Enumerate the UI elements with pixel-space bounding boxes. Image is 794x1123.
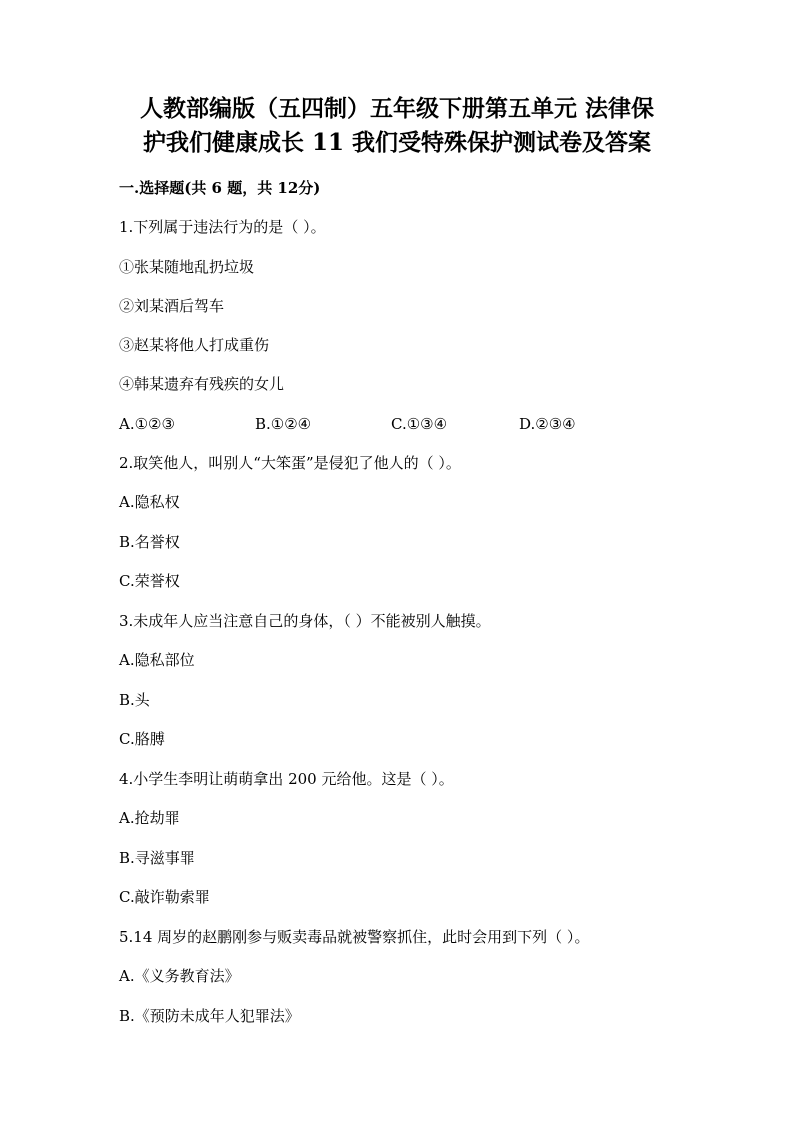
- question-1-item-1: ①张某随地乱扔垃圾: [119, 258, 255, 276]
- question-5-option-b[interactable]: B.《预防未成年人犯罪法》: [119, 1007, 300, 1025]
- question-4-option-b[interactable]: B.寻滋事罪: [119, 849, 195, 867]
- question-4-option-a[interactable]: A.抢劫罪: [119, 809, 180, 827]
- question-1-stem: 1.下列属于违法行为的是（ ）。: [119, 218, 326, 236]
- question-1-item-2: ②刘某酒后驾车: [119, 297, 225, 315]
- section-heading: 一.选择题(共 6 题，共 12分): [119, 179, 321, 197]
- question-1-option-c[interactable]: C.①③④: [391, 415, 448, 433]
- question-4-option-c[interactable]: C.敲诈勒索罪: [119, 888, 210, 906]
- question-4-stem: 4.小学生李明让萌萌拿出 200 元给他。这是（ ）。: [119, 770, 454, 788]
- question-2-option-a[interactable]: A.隐私权: [119, 493, 180, 511]
- question-5-option-a[interactable]: A.《义务教育法》: [119, 967, 240, 985]
- document-title-line-2: 护我们健康成长 11 我们受特殊保护测试卷及答案: [142, 129, 652, 156]
- question-1-option-b[interactable]: B.①②④: [255, 415, 312, 433]
- document-title-line-1: 人教部编版（五四制）五年级下册第五单元 法律保: [139, 95, 654, 122]
- question-1-item-4: ④韩某遗弃有残疾的女儿: [119, 375, 285, 393]
- question-1-option-d[interactable]: D.②③④: [519, 415, 576, 433]
- question-2-option-c[interactable]: C.荣誉权: [119, 572, 180, 590]
- question-3-option-a[interactable]: A.隐私部位: [119, 651, 195, 669]
- question-5-stem: 5.14 周岁的赵鹏刚参与贩卖毒品就被警察抓住，此时会用到下列（ ）。: [119, 928, 590, 946]
- question-2-option-b[interactable]: B.名誉权: [119, 533, 180, 551]
- question-3-stem: 3.未成年人应当注意自己的身体，（ ）不能被别人触摸。: [119, 612, 491, 630]
- question-1-item-3: ③赵某将他人打成重伤: [119, 336, 270, 354]
- question-3-option-c[interactable]: C.胳膊: [119, 730, 165, 748]
- question-1-option-a[interactable]: A.①②③: [119, 415, 175, 433]
- question-3-option-b[interactable]: B.头: [119, 691, 150, 709]
- question-2-stem: 2.取笑他人，叫别人“大笨蛋”是侵犯了他人的（ ）。: [119, 454, 461, 472]
